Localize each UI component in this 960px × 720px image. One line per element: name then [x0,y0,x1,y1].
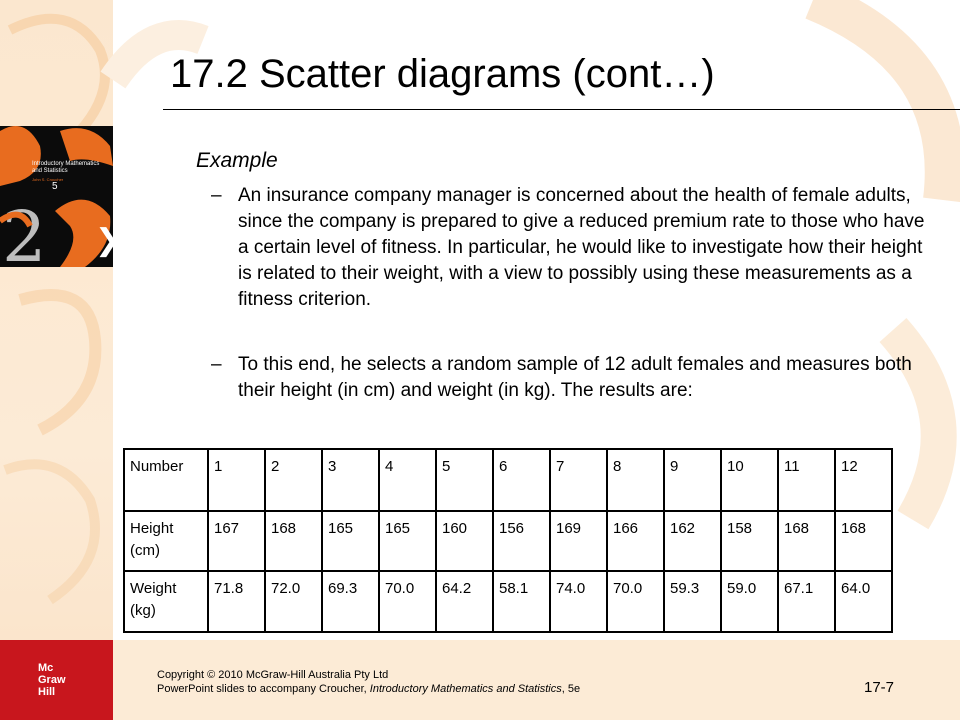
table-cell: 158 [721,511,778,571]
table-cell: 4 [379,449,436,511]
table-row [124,571,892,632]
table-cell: 11 [778,449,835,511]
table-cell: 74.0 [550,571,607,632]
table-cell: 69.3 [322,571,379,632]
table-cell: 166 [607,511,664,571]
source-line: PowerPoint slides to accompany Croucher, Introductory Mathematics and Statistics, 5e [157,683,581,695]
chevron-right-icon: ❯ [95,224,121,257]
table-row [124,449,892,511]
row-header: Number [124,449,208,511]
table-cell: 10 [721,449,778,511]
table-cell: 64.2 [436,571,493,632]
svg-text:2: 2 [2,196,47,278]
cover-title: Introductory Mathematics and Statistics [32,161,100,174]
table-cell: 167 [208,511,265,571]
table-cell: 2 [265,449,322,511]
cover-edition: 5 [52,181,58,192]
table-cell: 67.1 [778,571,835,632]
table-cell: 165 [322,511,379,571]
row-header: Height (cm) [124,511,208,571]
cover-author: John S. Croucher [32,177,64,182]
table-cell: 1 [208,449,265,511]
table-cell: 168 [835,511,892,571]
table-cell: 7 [550,449,607,511]
row-header: Weight (kg) [124,571,208,632]
logo-text: Mc Graw Hill [38,662,66,698]
table-cell: 5 [436,449,493,511]
table-cell: 70.0 [379,571,436,632]
table-cell: 156 [493,511,550,571]
table-cell: 9 [664,449,721,511]
data-table [123,448,893,633]
copyright-notice [157,668,580,696]
table-cell: 3 [322,449,379,511]
bullet-text: To this end, he selects a random sample of 12 adult females and measures both their height (in cm) and weight (in kg). The results are: [238,354,912,401]
table-cell: 169 [550,511,607,571]
bullet-text: An insurance company manager is concerned about the health of female adults, since the company is prepared to give a reduced premium rate to those who have a certain level of fitness. In particular, he would like to investigate how their height is related to their weight, with a view to possibly using these measurements as a fitness criterion. [238,185,925,310]
table-cell: 59.0 [721,571,778,632]
copyright-line: Copyright © 2010 McGraw-Hill Australia Pty Ltd [157,669,389,681]
bullet-dash: – [211,354,222,375]
table-cell: 162 [664,511,721,571]
decorative-numerals [0,0,113,640]
title-divider [163,109,960,110]
table-cell: 168 [778,511,835,571]
table-cell: 71.8 [208,571,265,632]
table-cell: 72.0 [265,571,322,632]
table-cell: 59.3 [664,571,721,632]
page-title: 17.2 Scatter diagrams (cont…) [170,52,715,96]
table-cell: 64.0 [835,571,892,632]
table-cell: 58.1 [493,571,550,632]
table-cell: 12 [835,449,892,511]
table-row [124,511,892,571]
book-cover-image [0,126,121,278]
bullet-dash: – [211,185,222,206]
table-cell: 8 [607,449,664,511]
table-cell: 160 [436,511,493,571]
table-cell: 168 [265,511,322,571]
table-cell: 165 [379,511,436,571]
table-cell: 70.0 [607,571,664,632]
mcgraw-hill-logo [0,640,113,720]
footer [0,640,960,720]
example-heading: Example [196,149,278,172]
slide-number: 17-7 [864,679,895,696]
table-cell: 6 [493,449,550,511]
